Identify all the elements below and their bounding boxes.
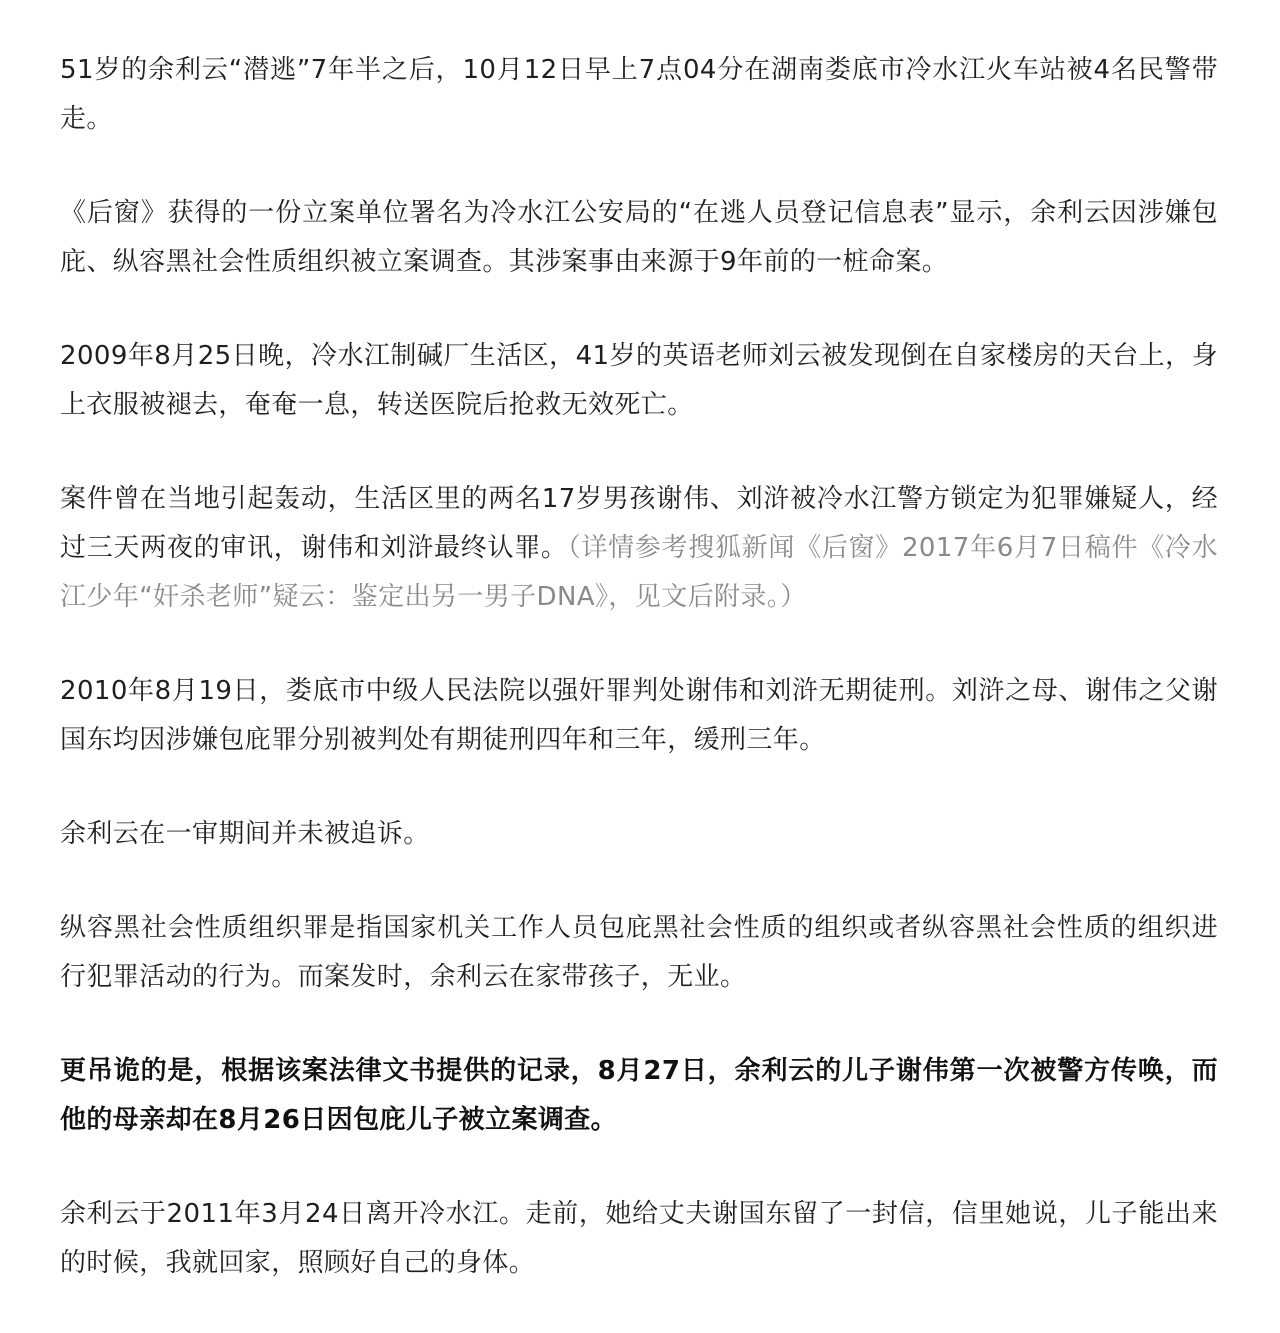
paragraph-3: 2009年8月25日晚，冷水江制碱厂生活区，41岁的英语老师刘云被发现倒在自家楼房的天台上，身上衣服被褪去，奄奄一息，转送医院后抢救无效死亡。 xyxy=(60,341,1218,420)
paragraph-4 xyxy=(60,475,1218,622)
paragraph-6: 余利云在一审期间并未被追诉。 xyxy=(60,819,430,849)
paragraph-2: 《后窗》获得的一份立案单位署名为冷水江公安局的“在逃人员登记信息表”显示，余利云因涉嫌包庇、纵容黑社会性质组织被立案调查。其涉案事由来源于9年前的一桩命案。 xyxy=(60,198,1218,277)
paragraph-1: 51岁的余利云“潜逃”7年半之后，10月12日早上7点04分在湖南娄底市冷水江火车站被4名民警带走。 xyxy=(60,55,1218,134)
article-body xyxy=(60,46,1218,1333)
paragraph-5: 2010年8月19日，娄底市中级人民法院以强奸罪判处谢伟和刘浒无期徒刑。刘浒之母、谢伟之父谢国东均因涉嫌包庇罪分别被判处有期徒刑四年和三年，缓刑三年。 xyxy=(60,676,1218,755)
reference-note: （详情参考搜狐新闻《后窗》2017年6月7日稿件《冷水江少年“奸杀老师”疑云：鉴定出另一男子DNA》，见文后附录。） xyxy=(60,533,1218,612)
paragraph-7: 纵容黑社会性质组织罪是指国家机关工作人员包庇黑社会性质的组织或者纵容黑社会性质的组织进行犯罪活动的行为。而案发时，余利云在家带孩子，无业。 xyxy=(60,913,1218,992)
paragraph-4-text: 案件曾在当地引起轰动，生活区里的两名17岁男孩谢伟、刘浒被冷水江警方锁定为犯罪嫌疑人，经过三天两夜的审讯，谢伟和刘浒最终认罪。 xyxy=(60,484,1218,563)
paragraph-9: 余利云于2011年3月24日离开冷水江。走前，她给丈夫谢国东留了一封信，信里她说，儿子能出来的时候，我就回家，照顾好自己的身体。 xyxy=(60,1199,1218,1278)
paragraph-8-highlight: 更吊诡的是，根据该案法律文书提供的记录，8月27日，余利云的儿子谢伟第一次被警方传唤，而他的母亲却在8月26日因包庇儿子被立案调查。 xyxy=(60,1056,1218,1135)
